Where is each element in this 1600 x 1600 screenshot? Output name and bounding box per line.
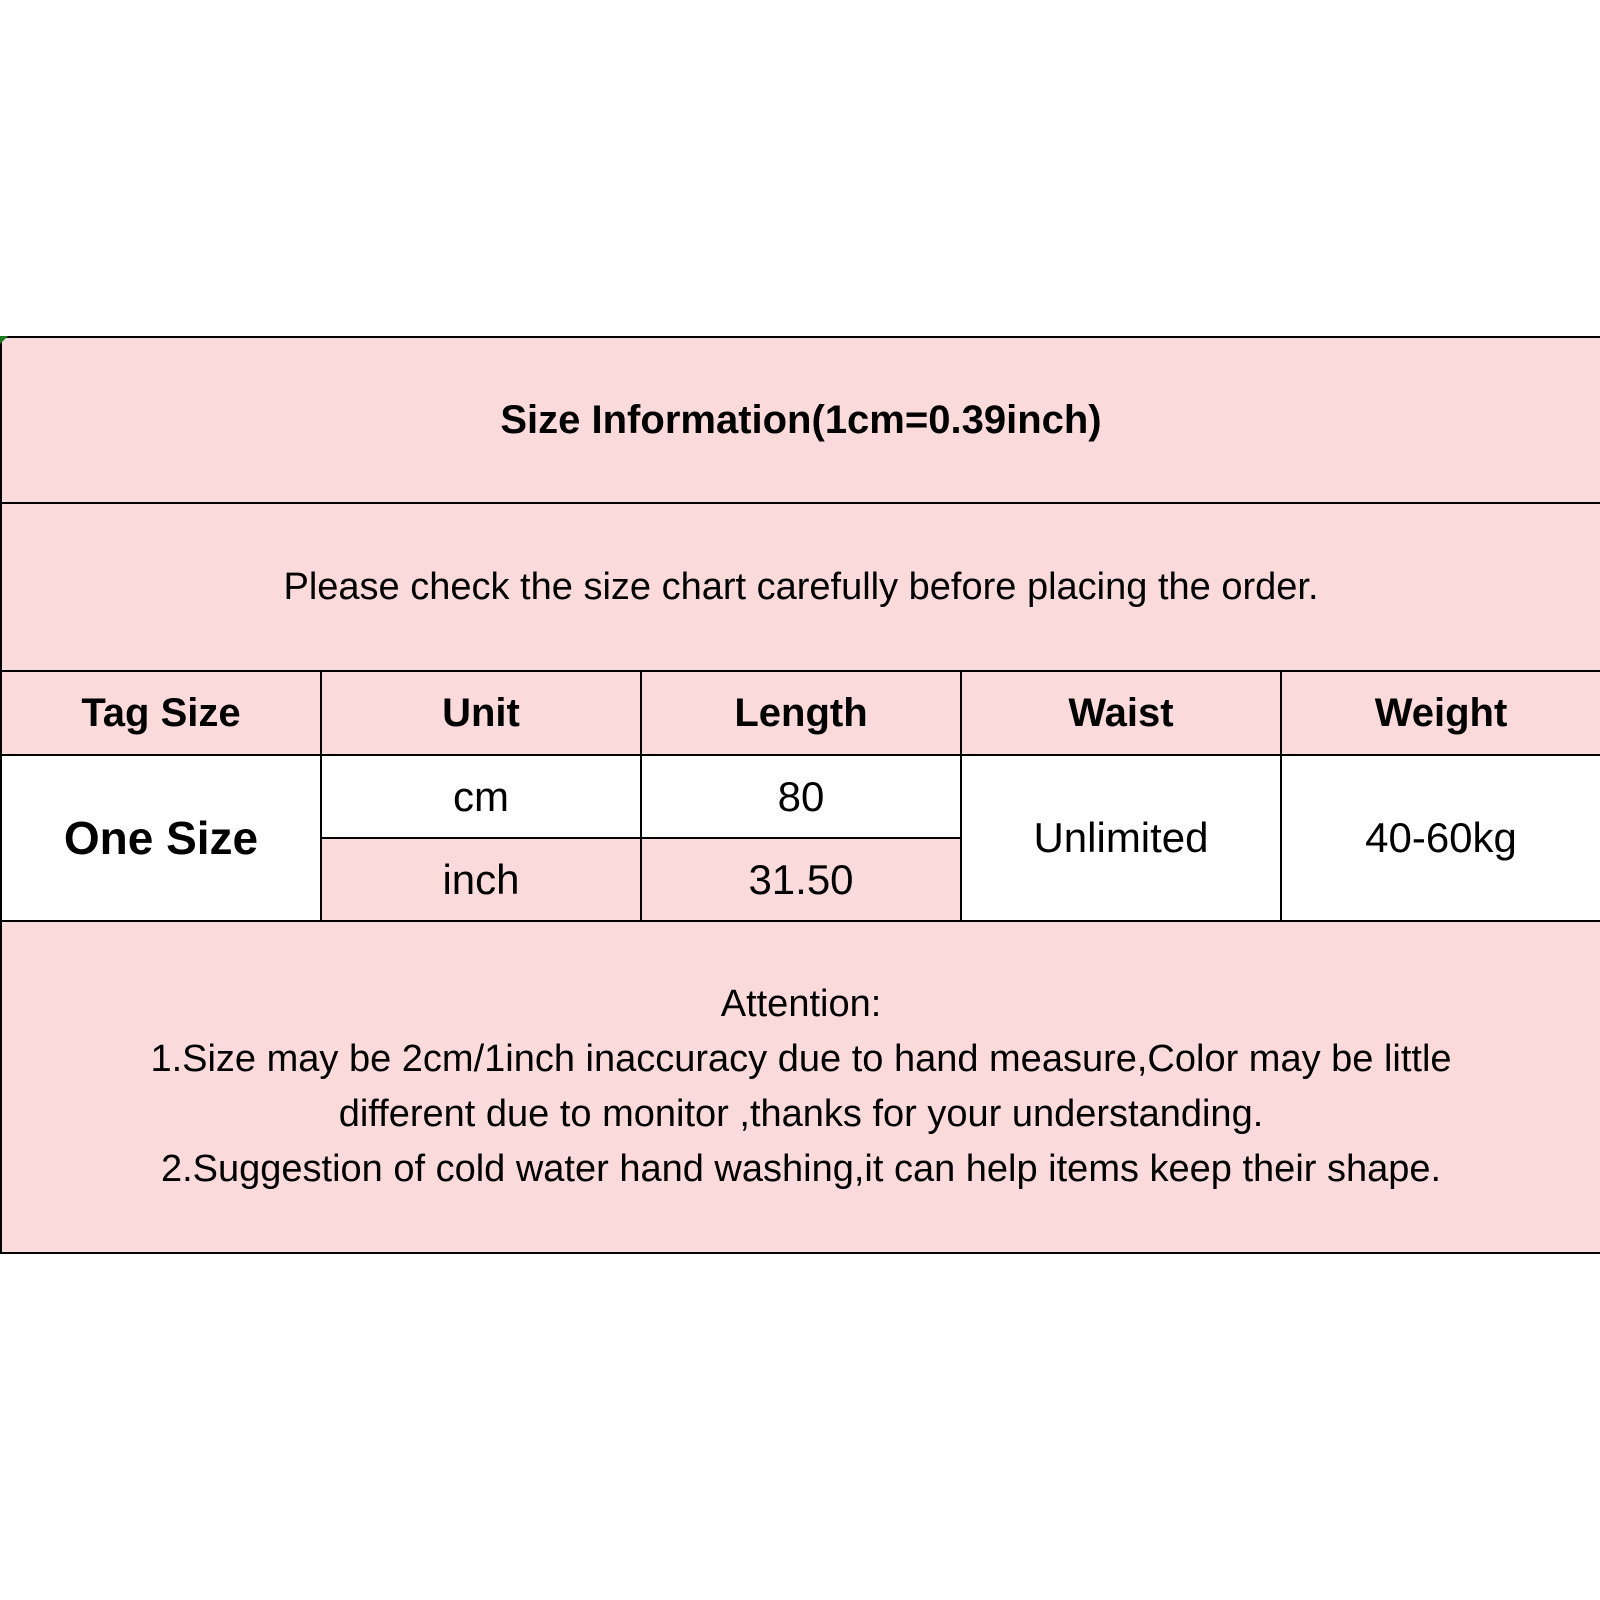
unit-inch: inch <box>321 838 641 921</box>
table-header-row <box>1 671 1600 755</box>
size-chart-sheet <box>0 336 1600 1254</box>
weight-value: 40-60kg <box>1281 755 1600 921</box>
attention-line-2: different due to monitor ,thanks for your understanding. <box>338 1093 1264 1135</box>
table-row-cm <box>1 755 1600 838</box>
size-info-title: Size Information(1cm=0.39inch) <box>1 337 1600 503</box>
tag-size-value: One Size <box>1 755 321 921</box>
cell-corner-marker <box>0 336 8 344</box>
waist-value: Unlimited <box>961 755 1281 921</box>
attention-heading: Attention: <box>720 983 882 1025</box>
header-weight: Weight <box>1281 671 1600 755</box>
header-tag-size: Tag Size <box>1 671 321 755</box>
header-unit: Unit <box>321 671 641 755</box>
header-length: Length <box>641 671 961 755</box>
attention-line-1: 1.Size may be 2cm/1inch inaccuracy due to hand measure,Color may be little <box>150 1038 1452 1080</box>
size-table <box>0 336 1600 1254</box>
attention-line-3: 2.Suggestion of cold water hand washing,it can help items keep their shape. <box>160 1148 1442 1190</box>
length-cm-value: 80 <box>641 755 961 838</box>
attention-notes <box>1 921 1600 1253</box>
length-inch-value: 31.50 <box>641 838 961 921</box>
size-chart-notice: Please check the size chart carefully before placing the order. <box>1 503 1600 671</box>
header-waist: Waist <box>961 671 1281 755</box>
unit-cm: cm <box>321 755 641 838</box>
